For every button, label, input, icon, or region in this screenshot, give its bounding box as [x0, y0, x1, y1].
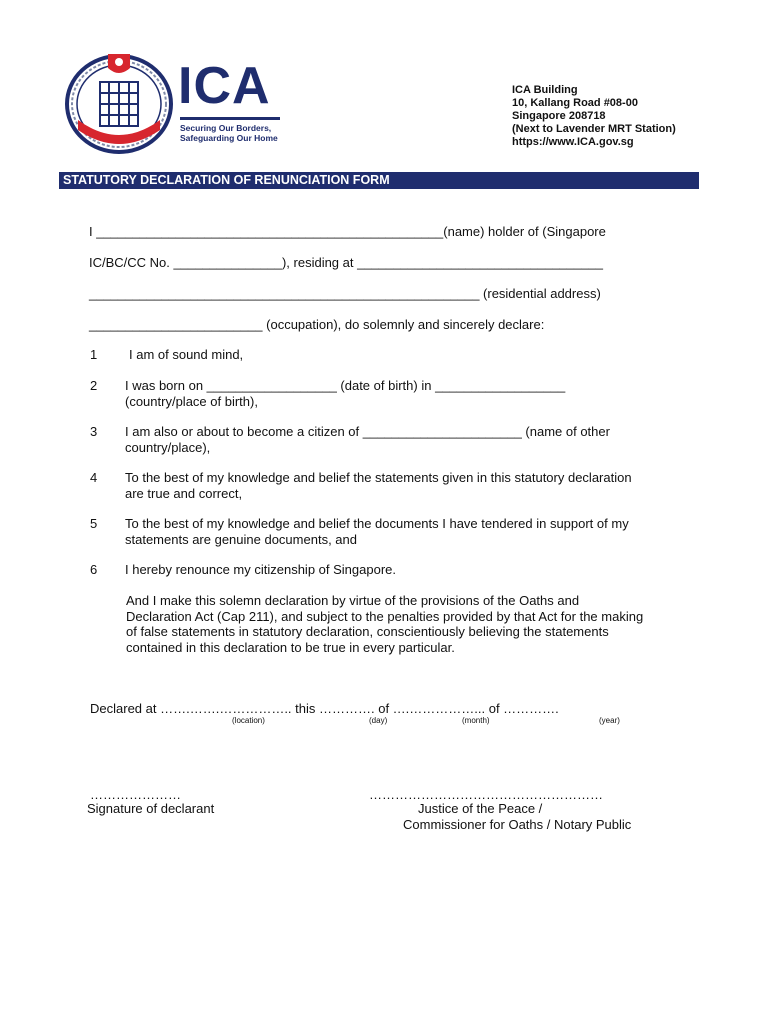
jp-signature-label: Justice of the Peace /: [418, 801, 543, 816]
item-number: 4: [90, 470, 98, 485]
form-title-bar: [59, 172, 699, 189]
declarant-name-line: I ________________________________________________(name) holder of (Singapore: [89, 224, 606, 239]
item-text: I hereby renounce my citizenship of Singapore.: [125, 562, 396, 577]
declarant-signature-label: Signature of declarant: [87, 801, 215, 816]
hint-year: (year): [599, 716, 620, 725]
item-number: 2: [90, 378, 98, 393]
id-residence-line: IC/BC/CC No. _______________), residing at __________________________________: [89, 255, 603, 270]
item-number: 6: [90, 562, 98, 577]
address-line: 10, Kallang Road #08-00: [512, 97, 638, 109]
item-text: I am also or about to become a citizen of ______________________ (name of other country/place),: [125, 424, 610, 455]
address-line: (Next to Lavender MRT Station): [512, 123, 676, 135]
form-title: STATUTORY DECLARATION OF RENUNCIATION FORM: [63, 173, 390, 187]
declared-at-line: Declared at …….…….…………….. this …………. of ….……………... of ………….: [90, 701, 559, 716]
residential-address-line: ______________________________________________________ (residential address): [89, 286, 601, 301]
hint-location: (location): [232, 716, 265, 725]
ica-tagline: [180, 123, 278, 143]
address-line: Singapore 208718: [512, 110, 606, 122]
address-line: ICA Building: [512, 84, 578, 96]
closing-declaration: And I make this solemn declaration by virtue of the provisions of the Oaths and Declaration Act (Cap 211), and subject to the penalties provided by that Act for the making of false statements in statutory declaration, conscientiously believing the statements contained in this declaration to be true in every particular.: [126, 593, 644, 655]
hint-month: (month): [462, 716, 490, 725]
item-number: 5: [90, 516, 98, 531]
address-website[interactable]: https://www.ICA.gov.sg: [512, 136, 634, 148]
item-number: 3: [90, 424, 98, 439]
wordmark-rule: [180, 117, 280, 120]
item-text: I am of sound mind,: [129, 347, 244, 362]
item-text: To the best of my knowledge and belief the statements given in this statutory declaration are true and correct,: [125, 470, 632, 501]
commissioner-label: Commissioner for Oaths / Notary Public: [403, 817, 632, 832]
occupation-line: ________________________ (occupation), do solemnly and sincerely declare:: [89, 317, 545, 332]
hint-day: (day): [369, 716, 388, 725]
item-number: 1: [90, 347, 98, 362]
ica-address: [512, 84, 676, 149]
jp-signature-dots: ………………………………………………: [369, 787, 603, 802]
ica-crest-icon: [64, 50, 174, 155]
declarant-signature-dots: …………………: [90, 787, 181, 802]
item-text: To the best of my knowledge and belief the documents I have tendered in support of my statements are genuine documents, and: [125, 516, 629, 547]
ica-wordmark: ICA: [178, 57, 271, 115]
item-text: I was born on __________________ (date of birth) in __________________ (country/place of birth),: [125, 378, 566, 409]
tagline-line-2: Safeguarding Our Home: [180, 133, 278, 143]
tagline-line-1: Securing Our Borders,: [180, 123, 272, 133]
